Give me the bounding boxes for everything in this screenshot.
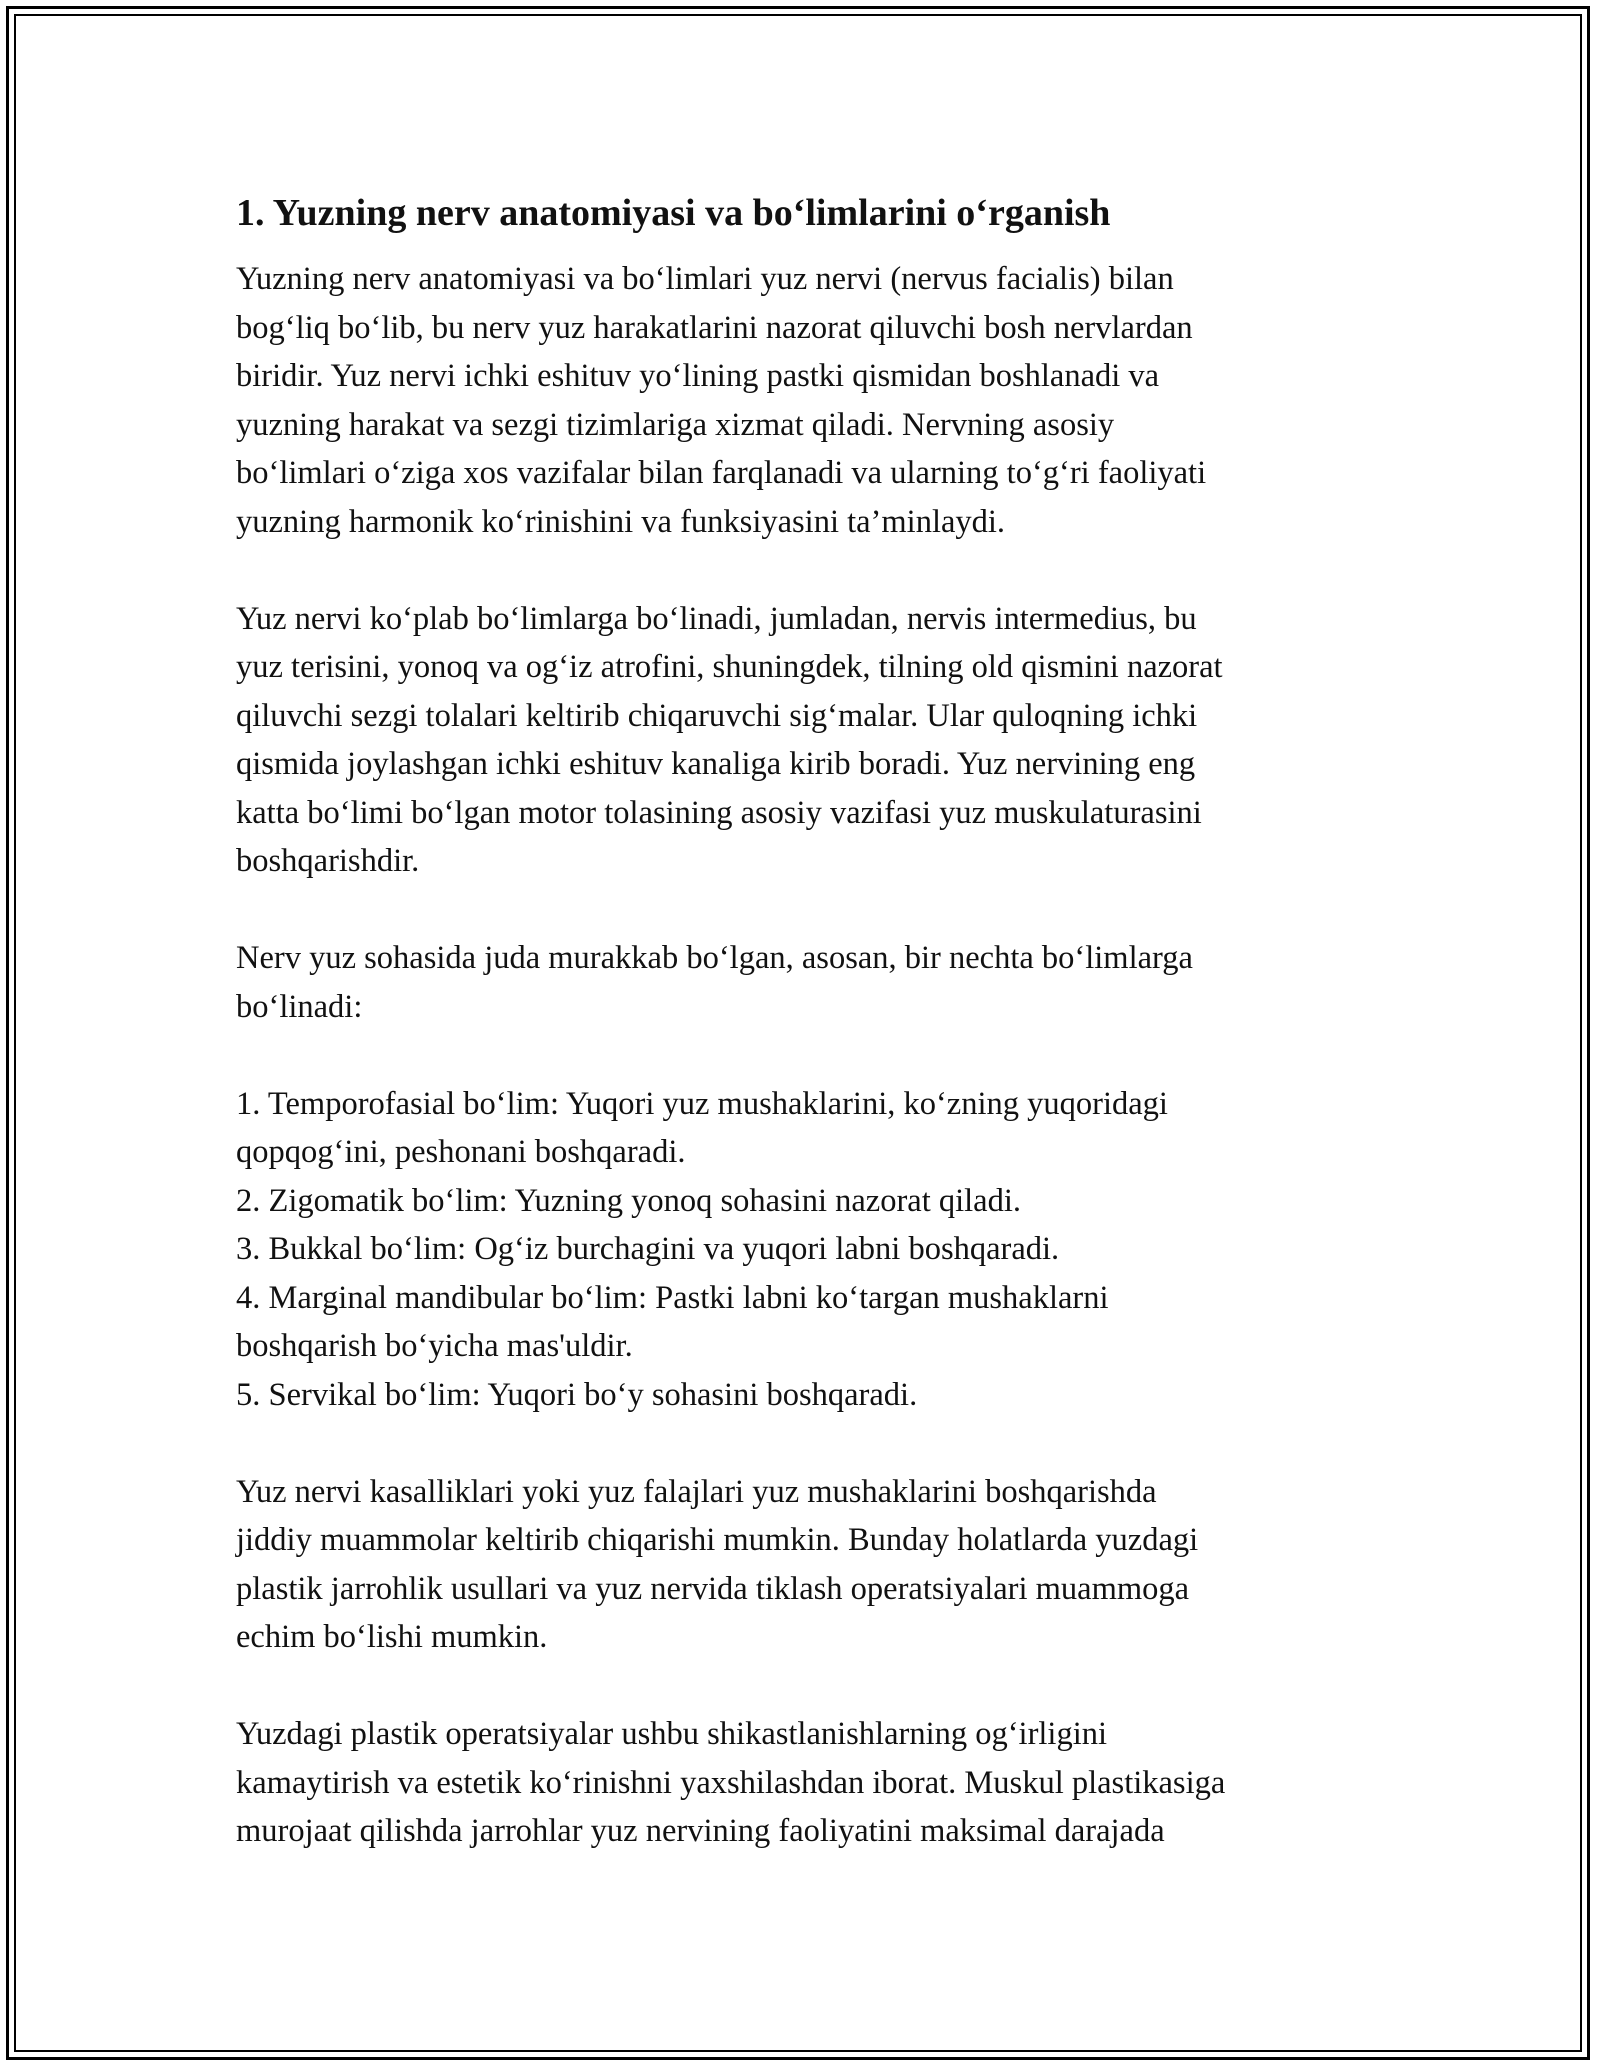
text-line: echim bo‘lishi mumkin. [236, 1619, 548, 1655]
text-line: yuzning harmonik ko‘rinishini va funksiyasini ta’minlaydi. [236, 503, 1006, 540]
list-item: 1. Temporofasial bo‘lim: Yuqori yuz mushaklarini, ko‘zning yuqoridagi [236, 1085, 1168, 1122]
paragraph-disorders [236, 1468, 1376, 1662]
paragraph-intro [236, 255, 1376, 546]
list-item: 3. Bukkal bo‘lim: Og‘iz burchagini va yuqori labni boshqaradi. [236, 1231, 1060, 1267]
text-line: bog‘liq bo‘lib, bu nerv yuz harakatlarini nazorat qiluvchi bosh nervlardan [236, 309, 1193, 346]
text-line: biridir. Yuz nervi ichki eshituv yo‘lining pastki qismidan boshlanadi va [236, 358, 1160, 394]
text-line: boshqarishdir. [236, 843, 420, 879]
text-line: plastik jarrohlik usullari va yuz nervida tiklash operatsiyalari muammoga [236, 1570, 1190, 1607]
text-line: Yuzdagi plastik operatsiyalar ushbu shikastlanishlarning og‘irligini [236, 1716, 1108, 1752]
text-line: murojaat qilishda jarrohlar yuz nervining faoliyatini maksimal darajada [236, 1813, 1165, 1849]
text-line: kamaytirish va estetik ko‘rinishni yaxshilashdan iborat. Muskul plastikasiga [236, 1764, 1226, 1801]
document-body [236, 185, 1376, 1904]
list-item: qopqog‘ini, peshonani boshqaradi. [236, 1134, 686, 1170]
text-line: Yuzning nerv anatomiyasi va bo‘limlari yuz nervi (nervus facialis) bilan [236, 261, 1174, 297]
list-item: boshqarish bo‘yicha mas'uldir. [236, 1328, 633, 1364]
paragraph-surgery [236, 1710, 1376, 1856]
text-line: Yuz nervi ko‘plab bo‘limlarga bo‘linadi, jumladan, nervis intermedius, bu [236, 600, 1197, 637]
text-line: yuzning harakat va sezgi tizimlariga xizmat qiladi. Nervning asosiy [236, 406, 1115, 443]
list-item: 5. Servikal bo‘lim: Yuqori bo‘y sohasini boshqaradi. [236, 1376, 918, 1413]
text-line: jiddiy muammolar keltirib chiqarishi mumkin. Bunday holatlarda yuzdagi [236, 1522, 1199, 1558]
list-item: 4. Marginal mandibular bo‘lim: Pastki labni ko‘targan mushaklarni [236, 1279, 1109, 1316]
paragraph-branches [236, 595, 1376, 886]
paragraph-list-intro [236, 934, 1376, 1031]
text-line: Yuz nervi kasalliklari yoki yuz falajlari yuz mushaklarini boshqarishda [236, 1473, 1157, 1510]
text-line: bo‘linadi: [236, 988, 363, 1025]
text-line: katta bo‘limi bo‘lgan motor tolasining asosiy vazifasi yuz muskulaturasini [236, 794, 1202, 831]
text-line: bo‘limlari o‘ziga xos vazifalar bilan farqlanadi va ularning to‘g‘ri faoliyati [236, 455, 1207, 491]
list-item: 2. Zigomatik bo‘lim: Yuzning yonoq sohasini nazorat qiladi. [236, 1182, 1021, 1219]
text-line: yuz terisini, yonoq va og‘iz atrofini, shuningdek, tilning old qismini nazorat [236, 649, 1223, 685]
branch-list [236, 1080, 1376, 1420]
text-line: Nerv yuz sohasida juda murakkab bo‘lgan, asosan, bir nechta bo‘limlarga [236, 940, 1193, 976]
section-heading: 1. Yuzning nerv anatomiyasi va bo‘limlarini o‘rganish [236, 192, 1111, 234]
text-line: qismida joylashgan ichki eshituv kanaliga kirib boradi. Yuz nervining eng [236, 746, 1196, 782]
text-line: qiluvchi sezgi tolalari keltirib chiqaruvchi sig‘malar. Ular quloqning ichki [236, 697, 1198, 734]
